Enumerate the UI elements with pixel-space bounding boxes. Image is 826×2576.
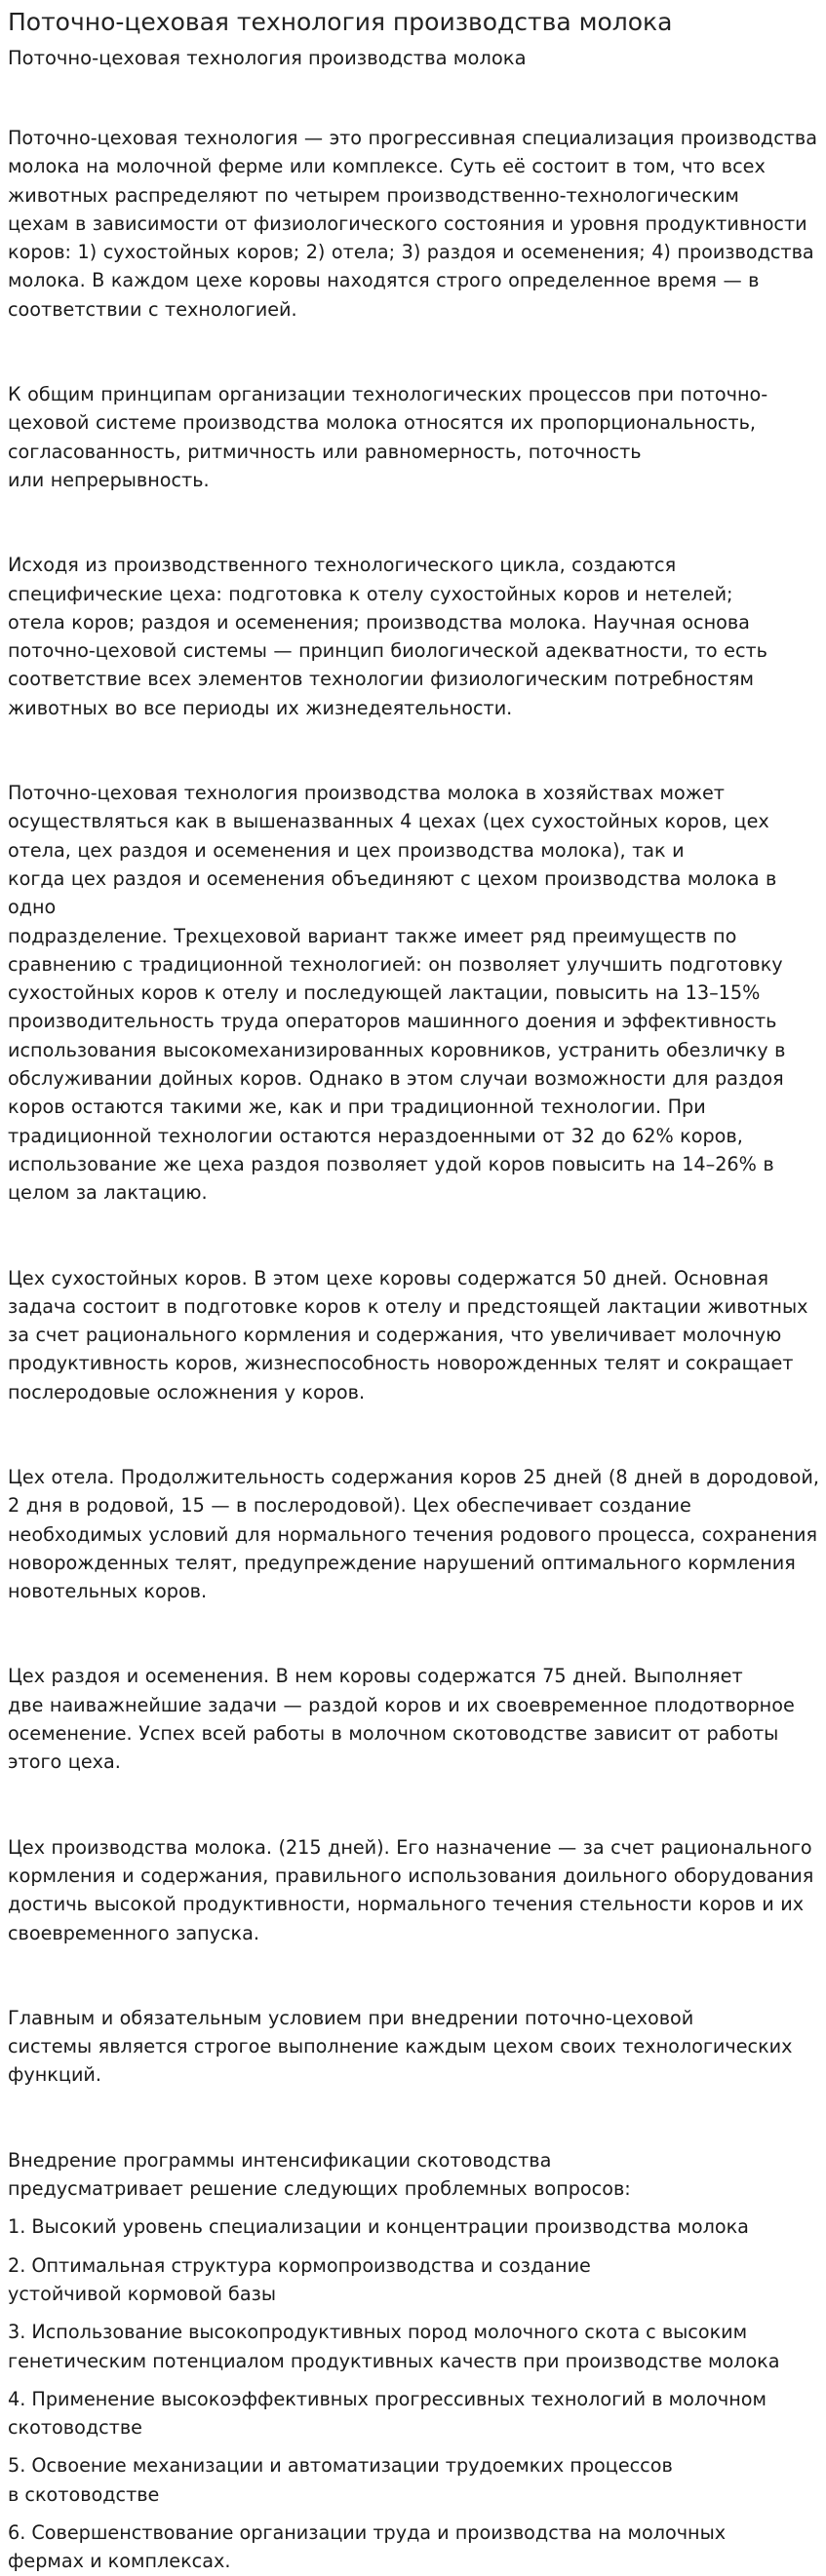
paragraph-variants: Поточно-цеховая технология производства молока в хозяйствах может осуществляться как в вышеназванных 4 цехах (цех сухостойных коров, цех отела, цех раздоя и осеменения и цех производства молока), так и когда цех раздоя и осеменения объединяют с цехом производства молока в одно подразделение. Трехцеховой вариант также имеет ряд преимуществ по сравнению с традиционной технологией: он позволяет улучшить подготовку сухостойных коров к отелу и последующей лактации, повысить на 13–15% производительность труда операторов машинного доения и эффективность использования высокомеханизированных коровников, устранить обезличку в обслуживании дойных коров. Однако в этом случаи возможности для раздоя коров остаются такими же, как и при традиционной технологии. При традиционной технологии остаются нераздоенными от 32 до 62% коров, использование же цеха раздоя позволяет удой коров повысить на 14–26% в целом за лактацию. — [8, 782, 786, 1205]
list-item: 4. Применение высокоэффективных прогрессивных технологий в молочном скотоводстве — [8, 2387, 767, 2440]
list-item: 3. Использование высокопродуктивных пород молочного скота с высоким генетическим потенциалом продуктивных качеств при производстве молока — [8, 2321, 780, 2372]
list-item: 6. Совершенствование организации труда и производства на молочных фермах и комплексах. — [8, 2521, 727, 2573]
issue-list — [8, 2212, 824, 2575]
paragraph-milk-production: Цех производства молока. (215 дней). Его назначение — за счет рационального кормления и содержания, правильного использования доильного оборудования достичь высокой продуктивности, нормального течения стельности коров и их своевременного запуска. — [8, 1835, 814, 1944]
paragraph-dry-cows: Цех сухостойных коров. В этом цехе коровы содержатся 50 дней. Основная задача состоит в подготовке коров к отелу и предстоящей лактации животных за счет рационального кормления и содержания, что увеличивает молочную продуктивность коров, жизнеспособность новорожденных телят и сокращает послеродовые осложнения у коров. — [8, 1266, 808, 1403]
paragraph-main-condition: Главным и обязательным условием при внедрении поточно-цеховой системы является строгое выполнение каждым цехом своих технологических функций. — [8, 2006, 793, 2087]
paragraph-milking-insemination: Цех раздоя и осеменения. В нем коровы содержатся 75 дней. Выполняет две наиважнейшие задачи — раздой коров и их своевременное плодотворное осеменение. Успех всей работы в молочном скотоводстве зависит от работы этого цеха. — [8, 1665, 795, 1774]
paragraph-workshops: Исходя из производственного технологического цикла, создаются специфические цеха: подготовка к отелу сухостойных коров и нетелей; отела коров; раздоя и осеменения; производства молока. Научная основа поточно-цеховой системы — принцип биологической адекватности, то есть соответствие всех элементов технологии физиологическим потребностям животных во все периоды их жизнедеятельности. — [8, 554, 767, 719]
paragraph-principles: К общим принципам организации технологических процессов при поточно- цеховой системе производства молока относятся их пропорциональность, согласованность, ритмичность или равномерность, поточность или непрерывность. — [8, 383, 768, 491]
page-subtitle: Поточно-цеховая технология производства молока — [8, 47, 527, 69]
list-item: 2. Оптимальная структура кормопроизводства и создание устойчивой кормовой базы — [8, 2253, 591, 2305]
paragraph-definition: Поточно-цеховая технология — это прогрессивная специализация производства молока на молочной ферме или комплексе. Суть её состоит в том, что всех животных распределяют по четырем производственно-технологическим цехам в зависимости от физиологического состояния и уровня продуктивности коров: 1) сухостойных коров; 2) отела; 3) раздоя и осеменения; 4) производства молока. В каждом цехе коровы находятся строго определенное время — в соответствии с технологией. — [8, 127, 817, 321]
page-title: Поточно-цеховая технология производства молока — [8, 8, 673, 36]
paragraph-calving: Цех отела. Продолжительность содержания коров 25 дней (8 дней в дородовой, 2 дня в родовой, 15 — в послеродовой). Цех обеспечивает создание необходимых условий для нормального течения родового процесса, сохранения новорожденных телят, предупреждение нарушений оптимального кормления новотельных коров. — [8, 1465, 819, 1603]
list-intro: Внедрение программы интенсификации скотоводства предусматривает решение следующих проблемных вопросов: — [8, 2148, 631, 2201]
list-item: 1. Высокий уровень специализации и концентрации производства молока — [8, 2215, 749, 2239]
list-item: 5. Освоение механизации и автоматизации трудоемких процессов в скотоводстве — [8, 2454, 673, 2506]
